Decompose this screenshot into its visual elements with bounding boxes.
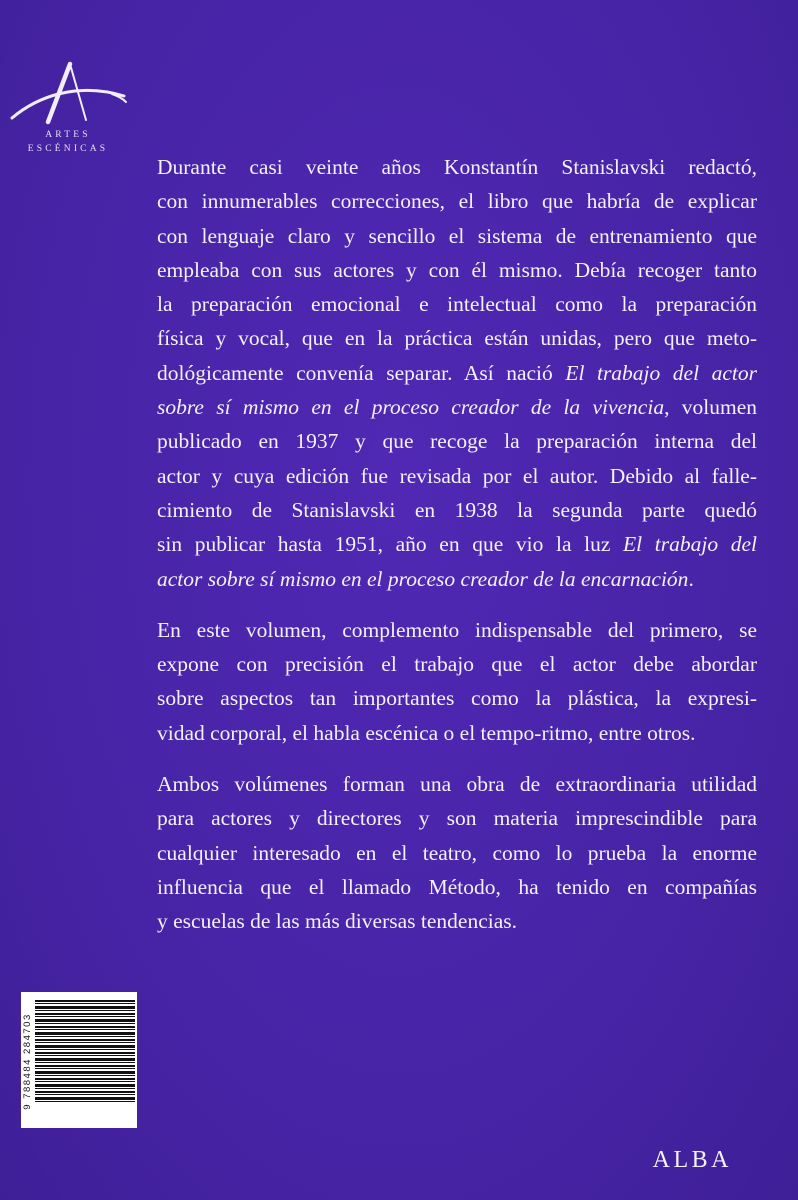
- text-segment: física y vocal, que en la práctica están unidas, pero que meto-: [157, 326, 757, 351]
- text-line: [157, 219, 757, 253]
- text-line: [157, 356, 757, 390]
- text-segment: sobre aspectos tan importantes como la plástica, la expresi-: [157, 686, 757, 711]
- text-segment: sin publicar hasta 1951, año en que vio la luz: [157, 532, 624, 557]
- text-segment: expone con precisión el trabajo que el actor debe abordar: [157, 652, 757, 677]
- text-segment: con innumerables correcciones, el libro que habría de explicar: [157, 189, 757, 214]
- italic-title: El trabajo del actor: [565, 360, 757, 385]
- publisher-logo: ALBA: [652, 1147, 732, 1173]
- text-line: [157, 287, 757, 321]
- text-segment: para actores y directores y son materia imprescindible para: [157, 806, 757, 831]
- logo-text-escenicas: ESCÉNICAS: [27, 144, 109, 154]
- text-segment: cimiento de Stanislavski en 1938 la segunda parte quedó: [157, 497, 757, 522]
- text-line: [157, 390, 757, 424]
- text-segment: empleaba con sus actores y con él mismo. Debía recoger tanto: [157, 257, 757, 282]
- text-segment: , volumen: [664, 395, 757, 420]
- paragraph: [157, 150, 757, 596]
- text-segment: influencia que el llamado Método, ha tenido en compañías: [157, 874, 757, 899]
- text-segment: En este volumen, complemento indispensable del primero, se: [157, 617, 757, 642]
- text-segment: actor y cuya edición fue revisada por el autor. Debido al falle-: [157, 463, 757, 488]
- text-line: [157, 253, 757, 287]
- text-line: [157, 836, 757, 870]
- text-line: [157, 613, 757, 647]
- text-line: [157, 321, 757, 355]
- barcode-bars: [35, 1000, 135, 1102]
- text-line: [157, 527, 757, 561]
- logo-text-artes: ARTES: [45, 130, 91, 140]
- italic-title: El trabajo del: [623, 532, 757, 557]
- text-line: [157, 424, 757, 458]
- text-line: [157, 647, 757, 681]
- text-line: [157, 716, 757, 750]
- text-segment: vidad corporal, el habla escénica o el tempo-ritmo, entre otros.: [157, 720, 696, 745]
- text-segment: con lenguaje claro y sencillo el sistema de entrenamiento que: [157, 223, 757, 248]
- logo-a-icon: [8, 60, 128, 130]
- text-line: [157, 870, 757, 904]
- text-line: [157, 801, 757, 835]
- text-segment: .: [688, 566, 694, 591]
- paragraph: [157, 613, 757, 750]
- text-line: [157, 184, 757, 218]
- italic-title: sobre sí mismo en el proceso creador de la vivencia: [157, 395, 665, 420]
- text-segment: dológicamente convenía separar. Así nació: [157, 360, 566, 385]
- paragraph: [157, 767, 757, 938]
- isbn-barcode: [21, 992, 137, 1128]
- artes-escenicas-logo: [8, 60, 128, 170]
- blurb-text: [157, 150, 757, 939]
- text-segment: cualquier interesado en el teatro, como lo prueba la enorme: [157, 840, 757, 865]
- italic-title: actor sobre sí mismo en el proceso creador de la encarnación: [157, 566, 689, 591]
- text-line: [157, 904, 757, 938]
- text-line: [157, 681, 757, 715]
- text-segment: la preparación emocional e intelectual como la preparación: [157, 292, 757, 317]
- text-line: [157, 150, 757, 184]
- text-line: [157, 493, 757, 527]
- text-segment: Ambos volúmenes forman una obra de extraordinaria utilidad: [157, 772, 757, 797]
- text-line: [157, 562, 757, 596]
- text-segment: y escuelas de las más diversas tendencias.: [157, 909, 517, 934]
- isbn-digits: 9 788484 284703: [22, 1013, 33, 1110]
- text-segment: publicado en 1937 y que recoge la preparación interna del: [157, 429, 757, 454]
- text-line: [157, 459, 757, 493]
- text-line: [157, 767, 757, 801]
- text-segment: Durante casi veinte años Konstantín Stanislavski redactó,: [157, 155, 757, 179]
